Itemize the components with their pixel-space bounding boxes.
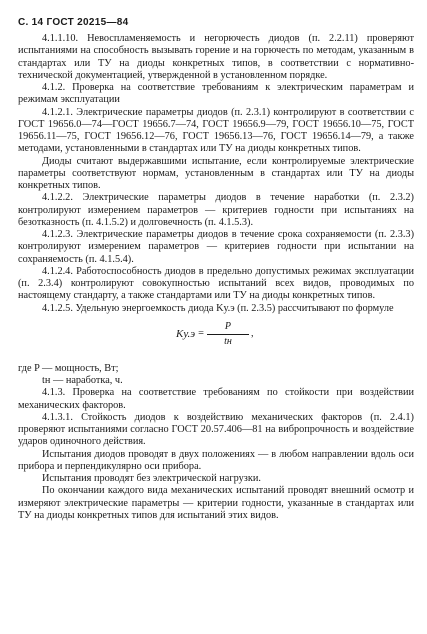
paragraph-4-1-2-3: 4.1.2.3. Электрические параметры диодов в течение срока сохраняемости (п. 2.3.3) контролируют измерением параметров — критериев годности при испытании на сохраняемость (п. 4.1.5.4). <box>18 229 414 265</box>
paragraph-4-1-2-4: 4.1.2.4. Работоспособность диодов в предельно допустимых режимах эксплуатации (п. 2.3.4) контролируют совокупностью испытаний всех видов, проводимых по настоящему стандарту, а также стандартами или ТУ на диоды конкретных типов. <box>18 265 414 302</box>
formula-definitions <box>18 363 414 388</box>
paragraph-no-load: Испытания проводят без электрической нагрузки. <box>42 473 261 484</box>
formula-block <box>18 317 414 361</box>
formula-numerator: P <box>224 320 231 332</box>
fraction-bar <box>207 334 249 335</box>
document-body <box>18 33 414 522</box>
paragraph-4-1-1-10: 4.1.1.10. Невоспламеняемость и негорючесть диодов (п. 2.2.11) проверяют испытаниями на способность вызывать горение и на горючесть по методам, указанным в стандартах или ТУ на диоды конкретных типов, в соответствии с нормативно-технической документацией, утвержденной в установленном порядке. <box>18 33 414 81</box>
section-heading-4-1-2: 4.1.2. Проверка на соответствие требованиям к электрическим параметрам и режимам эксплуатации <box>18 82 414 106</box>
section-heading-4-1-3: 4.1.3. Проверка на соответствие требованиям по стойкости при воздействии механических факторов. <box>18 387 414 411</box>
paragraph-4-1-2-1: 4.1.2.1. Электрические параметры диодов (п. 2.3.1) контролируют в соответствии с ГОСТ 19656.0—74—ГОСТ 19656.7—74, ГОСТ 19656.9—79, ГОСТ 19656.10—75, ГОСТ 19656.11—75, ГОСТ 19656.12—76, ГОСТ 19656.13—76, ГОСТ 19656.14—79, а также методами, установленными в стандартах или ТУ на диоды конкретных типов. <box>18 106 414 155</box>
definition-power: где P — мощность, Вт; <box>18 362 119 374</box>
paragraph-test-positions: Испытания диодов проводят в двух положениях — в любом направлении вдоль оси прибора и перпендикулярно оси прибора. <box>18 448 414 472</box>
energy-density-formula <box>176 321 254 349</box>
paragraph-4-1-3-1: 4.1.3.1. Стойкость диодов к воздействию механических факторов (п. 2.4.1) проверяют испытаниями согласно ГОСТ 20.57.406—81 на вибропрочность и воздействие ударов одиночного действия. <box>18 411 414 448</box>
paragraph-inspection: По окончании каждого вида механических испытаний проводят внешний осмотр и измеряют электрические параметры — критерии годности, указанные в стандартах или ТУ на диоды конкретных типов для испытаний этих видов. <box>18 485 414 521</box>
formula-fraction <box>207 321 249 349</box>
paragraph-4-1-2-2: 4.1.2.2. Электрические параметры диодов в течение наработки (п. 2.3.2) контролируют измерением параметров — критериев годности при испытаниях на безотказность (п. 4.1.5.2) и долговечность (п. 4.1.5.3). <box>18 192 414 228</box>
paragraph-4-1-2-5: 4.1.2.5. Удельную энергоемкость диода Kу.э (п. 2.3.5) рассчитывают по формуле <box>42 302 394 314</box>
formula-comma: , <box>250 328 254 340</box>
page-header: С. 14 ГОСТ 20215—84 <box>18 17 129 28</box>
formula-denominator: tн <box>224 336 232 347</box>
paragraph-pass-criteria: Диоды считают выдержавшими испытание, если контролируемые электрические параметры соответствуют нормам, установленным в стандартах или ТУ на диоды конкретных типов. <box>18 155 414 191</box>
formula-lhs: Kу.э <box>176 328 196 341</box>
formula-equals: = <box>198 328 204 340</box>
definition-operating-time: tн — наработка, ч. <box>42 375 123 386</box>
